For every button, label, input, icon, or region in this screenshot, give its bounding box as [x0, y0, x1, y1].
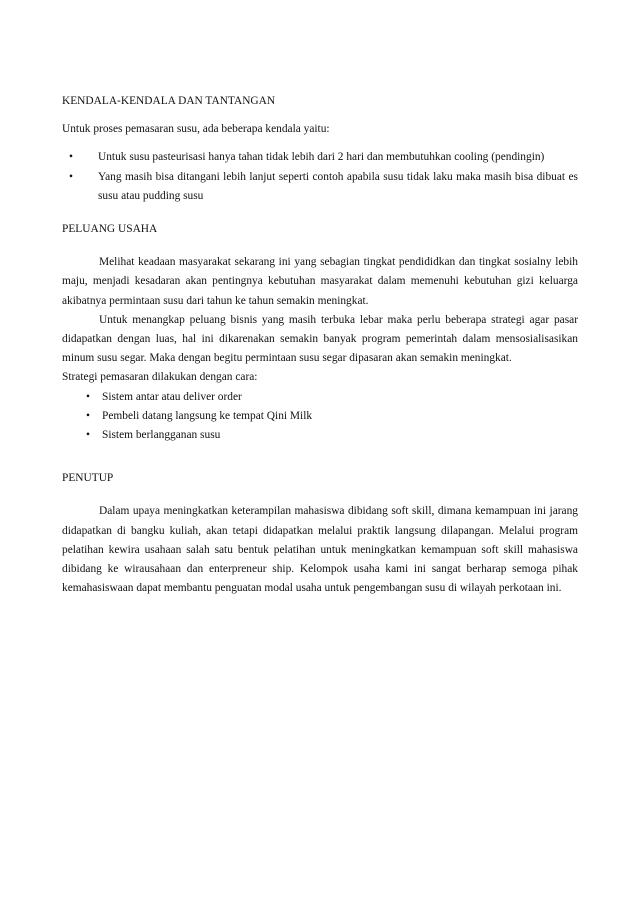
list-item	[62, 426, 578, 445]
kendala-intro: Untuk proses pemasaran susu, ada beberapa kendala yaitu:	[62, 123, 330, 136]
bullet-icon: •	[86, 429, 90, 442]
kendala-list	[62, 148, 578, 206]
bullet-icon: •	[86, 409, 90, 422]
heading-penutup: PENUTUP	[62, 472, 114, 485]
list-item-text: Pembeli datang langsung ke tempat Qini Milk	[102, 409, 313, 422]
list-item	[62, 407, 578, 426]
peluang-paragraph-2: Untuk menangkap peluang bisnis yang masih terbuka lebar maka perlu beberapa strategi agar pasar didapatkan dengan luas, hal ini dikarenakan semakin banyak program pemerintah dalam mensosialisasikan minum susu segar. Maka dengan begitu permintaan susu segar dipasaran akan semakin meningkat.	[62, 313, 578, 365]
list-item	[62, 388, 578, 407]
strategy-list	[62, 388, 578, 446]
list-item-text: Yang masih bisa ditangani lebih lanjut seperti contoh apabila susu tidak laku maka masih bisa dibuat es susu atau pudding susu	[98, 170, 578, 202]
bullet-icon: •	[86, 390, 90, 403]
bullet-icon: •	[69, 151, 73, 164]
list-item-text: Sistem berlangganan susu	[102, 429, 221, 442]
list-item-text: Untuk susu pasteurisasi hanya tahan tidak lebih dari 2 hari dan membutuhkan cooling (pendingin)	[98, 151, 545, 164]
list-item-text: Sistem antar atau deliver order	[102, 390, 242, 403]
list-item	[62, 168, 578, 206]
penutup-paragraph: Dalam upaya meningkatkan keterampilan mahasiswa dibidang soft skill, dimana kemampuan ini jarang didapatkan di bangku kuliah, akan tetapi didapatkan melalui praktik langsung dilapangan. Melalui program pelatihan kewira usahaan salah satu bentuk pelatihan untuk meningkatkan kemampuan soft skill mahasiswa dibidang ke wirausahaan dan enterpreneur ship. Kelompok usaha kami ini sangat berharap semoga pihak kemahasiswaan dapat membantu penguatan modal usaha untuk pengembangan susu di wilayah perkotaan ini.	[62, 505, 578, 595]
document-body	[62, 92, 578, 598]
heading-peluang-usaha: PELUANG USAHA	[62, 223, 158, 236]
strategy-intro: Strategi pemasaran dilakukan dengan cara:	[62, 371, 258, 384]
bullet-icon: •	[69, 170, 73, 183]
list-item	[62, 148, 578, 167]
heading-kendala: KENDALA-KENDALA DAN TANTANGAN	[62, 95, 276, 107]
peluang-paragraph-1: Melihat keadaan masyarakat sekarang ini yang sebagian tingkat pendididkan dan tingkat sosialny lebih maju, menjadi kesadaran akan pentingnya kebutuhan masyarakat dalam memenuhi kebutuhan gizi keluarga akibatnya permintaan susu dari tahun ke tahun semakin meningkat.	[62, 256, 578, 307]
